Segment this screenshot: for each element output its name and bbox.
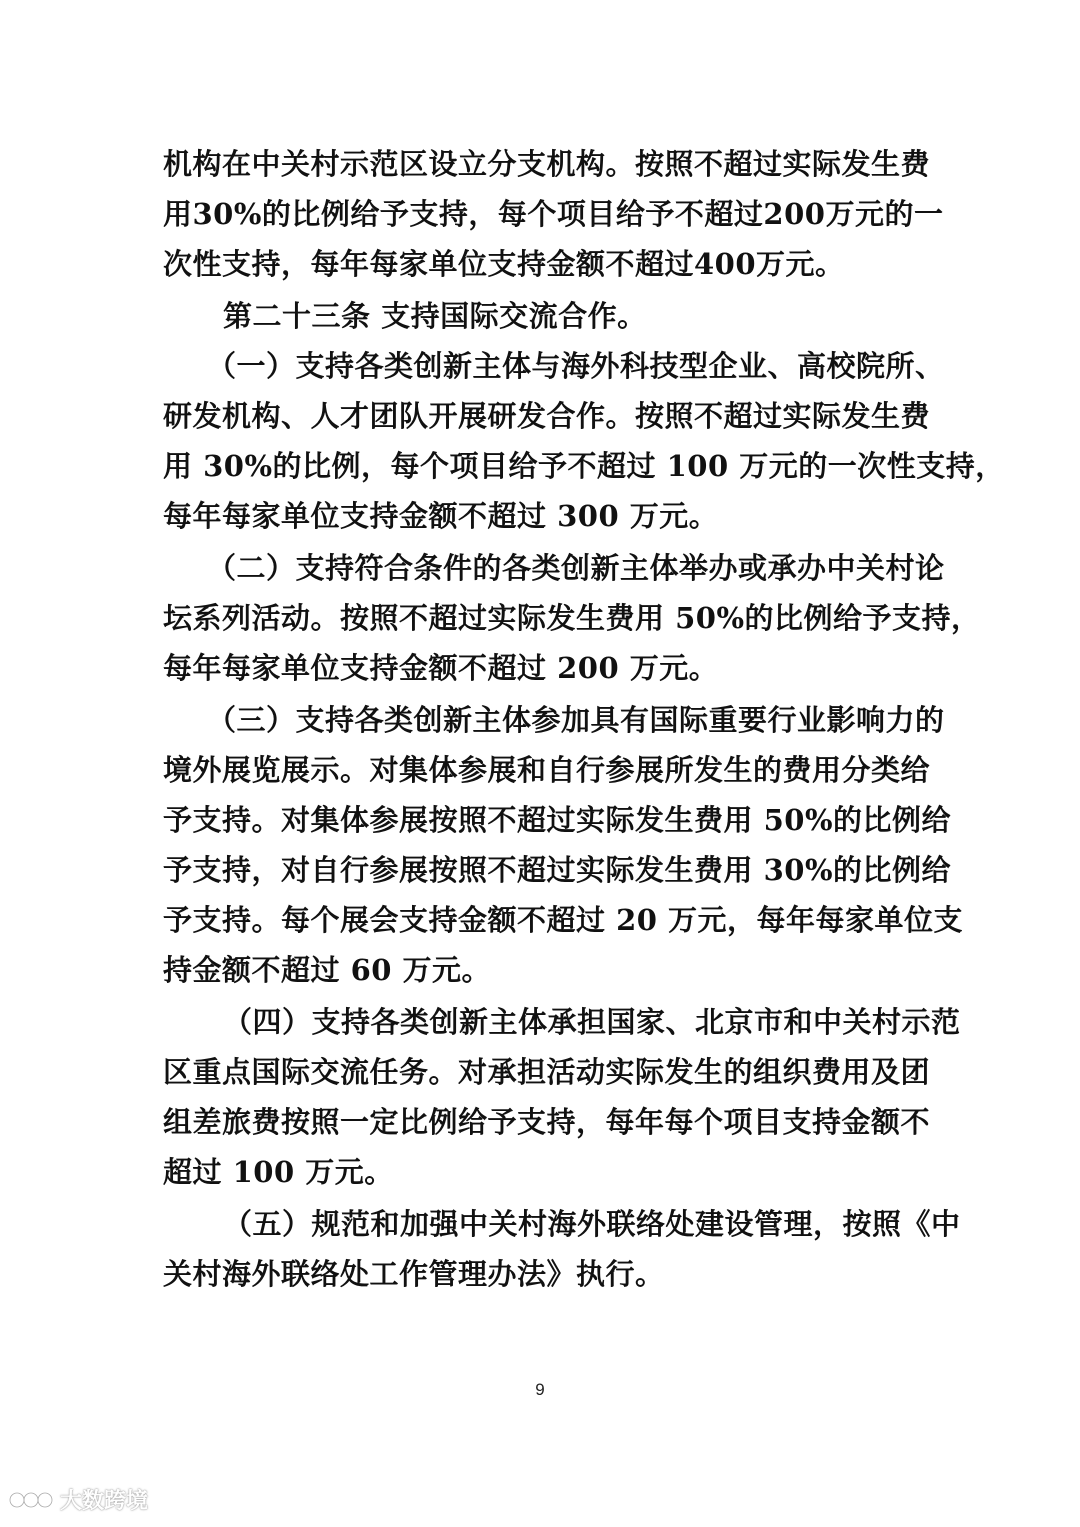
text-line: （二）支持符合条件的各类创新主体举办或承办中关村论	[207, 551, 945, 585]
text-line: 予支持。对集体参展按照不超过实际发生费用 50%的比例给	[163, 803, 952, 837]
text-line: 超过 100 万元。	[163, 1155, 394, 1189]
text-line: 每年每家单位支持金额不超过 300 万元。	[163, 499, 719, 533]
article-heading: 第二十三条 支持国际交流合作。	[223, 299, 647, 333]
text-line: （五）规范和加强中关村海外联络处建设管理，按照《中	[223, 1207, 961, 1241]
text-line: 用30%的比例给予支持，每个项目给予不超过200万元的一	[163, 197, 944, 231]
text-line: 予支持。每个展会支持金额不超过 20 万元，每年每家单位支	[163, 903, 964, 937]
text-line: （四）支持各类创新主体承担国家、北京市和中关村示范	[223, 1005, 961, 1039]
page-number: 9	[535, 1380, 545, 1399]
text-line: 予支持，对自行参展按照不超过实际发生费用 30%的比例给	[163, 853, 952, 887]
text-line: 次性支持，每年每家单位支持金额不超过400万元。	[163, 247, 845, 281]
text-line: 坛系列活动。按照不超过实际发生费用 50%的比例给予支持，	[163, 601, 981, 635]
text-line: （三）支持各类创新主体参加具有国际重要行业影响力的	[207, 703, 945, 737]
text-line: 组差旅费按照一定比例给予支持，每年每个项目支持金额不	[163, 1105, 931, 1139]
text-line: 境外展览展示。对集体参展和自行参展所发生的费用分类给	[163, 753, 931, 787]
text-line: 研发机构、人才团队开展研发合作。按照不超过实际发生费	[163, 399, 931, 433]
text-line: 区重点国际交流任务。对承担活动实际发生的组织费用及团	[163, 1055, 931, 1089]
watermark-text: 大数跨境	[60, 1489, 149, 1514]
text-line: 关村海外联络处工作管理办法》执行。	[163, 1257, 665, 1291]
text-line: 持金额不超过 60 万元。	[163, 953, 492, 987]
text-line: 机构在中关村示范区设立分支机构。按照不超过实际发生费	[163, 147, 931, 181]
watermark	[8, 1484, 148, 1515]
text-line: 每年每家单位支持金额不超过 200 万元。	[163, 651, 719, 685]
text-line: （一）支持各类创新主体与海外科技型企业、高校院所、	[207, 349, 945, 383]
logo-swirl-icon	[8, 1485, 54, 1515]
text-line: 用 30%的比例，每个项目给予不超过 100 万元的一次性支持，	[163, 449, 1005, 483]
